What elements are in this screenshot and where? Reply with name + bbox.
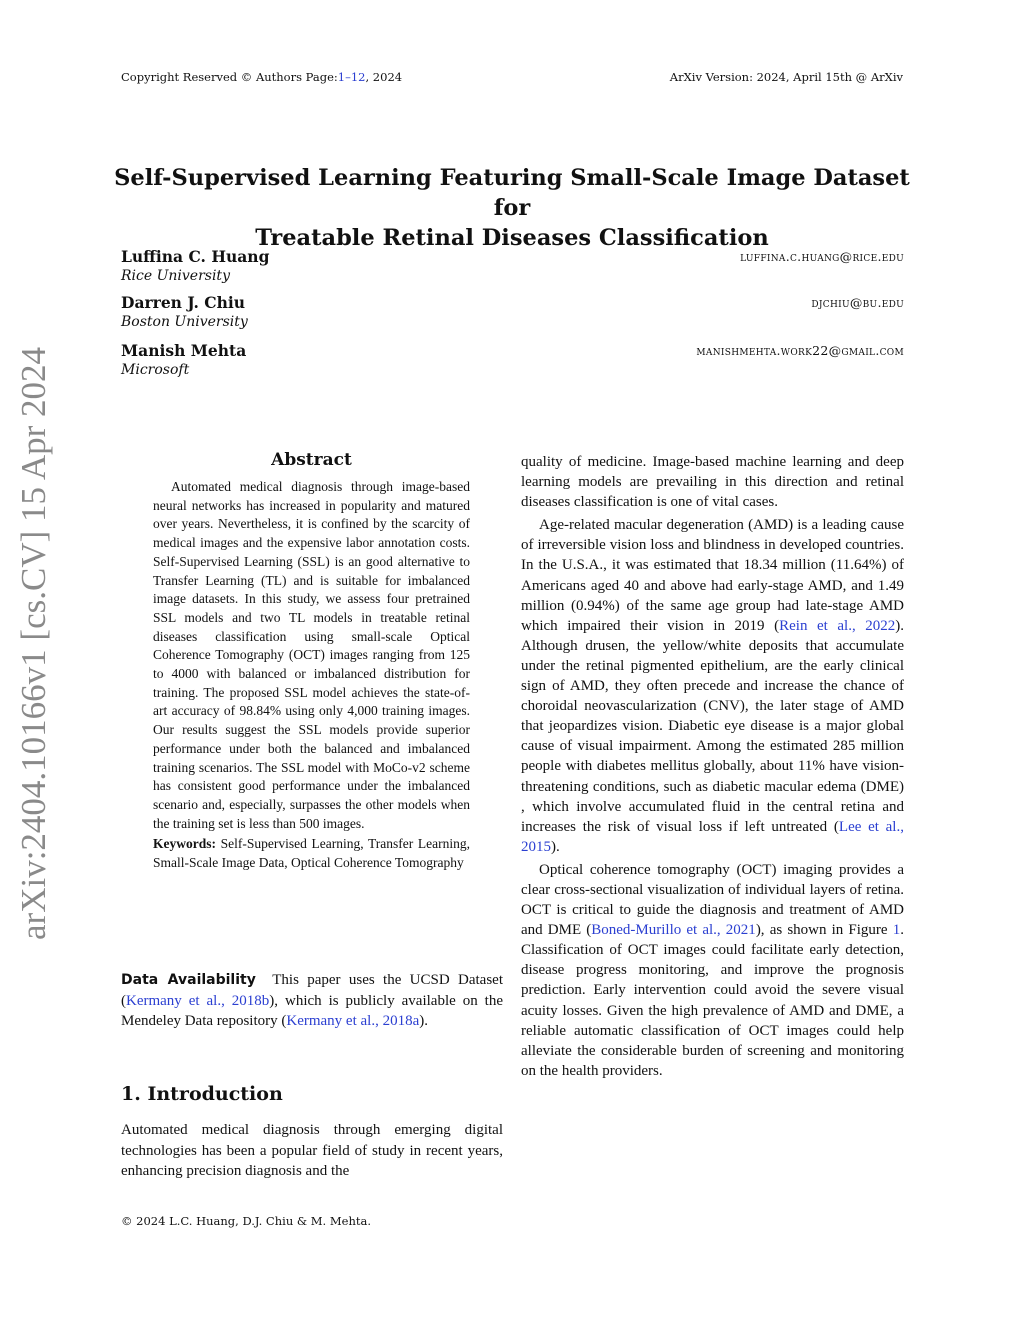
author-name: Manish Mehta [121,341,247,360]
data-availability-text-1: This paper uses the UCSD Dataset ( [121,972,503,1009]
keywords-list: Self-Supervised Learning, Transfer Learning, Small-Scale Image Data, Optical Coherence Tomography [153,836,470,871]
data-availability-label: Data Availability [121,972,256,988]
figure-reference-link[interactable]: 1 [892,922,901,939]
abstract-text: Automated medical diagnosis through image-based neural networks has increased in popularity and matured over years. Nevertheless, it is confined by the scarcity of medical images and the expensive labor annotation costs. Self-Supervised Learning (SSL) is an good alternative to Transfer Learning (TL) and is suitable for imbalanced image datasets. In this study, we assess four pretrained SSL models and two TL models in treatable retinal diseases classification using small-scale Optical Coherence Tomography (OCT) images ranging from 125 to 4000 with balanced or imbalanced distribution for training. The proposed SSL model achieves the state-of-art accuracy of 98.84% using only 4,000 training images. Our results suggest the SSL models provide superior performance under both the balanced and imbalanced training scenarios. The SSL model with MoCo-v2 scheme has consistent good performance under the imbalanced scenario and, especially, surpasses the other models when the training set is less than 500 images. [153,479,470,831]
author-block-3 [121,341,904,378]
paragraph-oct [521,860,904,1081]
author-email: manishmehta.work22@gmail.com [696,343,904,358]
footer-copyright: © 2024 L.C. Huang, D.J. Chiu & M. Mehta. [121,1214,371,1228]
data-availability [121,970,503,1032]
data-availability-text-3: ). [419,1013,428,1029]
author-name: Luffina C. Huang [121,247,270,266]
keywords-label: Keywords: [153,836,216,852]
header-page-range-link[interactable]: 1–12 [337,70,366,84]
data-availability-text-2: ), which is publicly available on the Mendeley Data repository ( [121,992,503,1029]
paper-title-line-2: Treatable Retinal Diseases Classification [255,225,769,251]
citation-link[interactable]: Boned-Murillo et al., 2021 [591,922,756,939]
paragraph-text: ), as shown in Figure [755,922,893,939]
paragraph-text: Age-related macular degeneration (AMD) is a leading cause of irreversible vision loss and blindness in developed countries. In the U.S.A., it was estimated that 18.34 million (11.64%) of Americans aged 40 and above had early-stage AMD, and 1.49 million (0.94%) of the same age group had late-stage AMD which impaired their vision in 2019 ( [521,517,904,634]
introduction-body [121,1120,503,1182]
paper-title-line-1: Self-Supervised Learning Featuring Small-Scale Image Dataset for [114,165,910,221]
arxiv-side-stamp: arXiv:2404.10166v1 [cs.CV] 15 Apr 2024 [14,346,53,940]
abstract-heading: Abstract [271,450,352,470]
abstract-body [153,478,470,873]
citation-link[interactable]: Kermany et al., 2018b [126,992,270,1009]
section-heading-introduction: 1. Introduction [121,1083,283,1105]
right-column-body [521,452,904,1084]
running-header-left [121,70,402,84]
author-block-1 [121,247,904,284]
author-email: luffina.c.huang@rice.edu [740,249,904,264]
paragraph-text: . Classification of OCT images could facilitate early detection, disease progress monitoring, and improve the prognosis prediction. Early intervention could avoid the severe visual acuity losses. Given the high prevalence of AMD and DME, a reliable automatic classification of OCT images could help alleviate the considerable burden of screening and monitoring on the health providers. [521,922,904,1079]
header-copyright: Copyright Reserved © Authors Page: [121,70,338,84]
paragraph-text: ). Although drusen, the yellow/white deposits that accumulate under the retinal pigmented epithelium, are the early clinical sign of AMD, they often precede and increase the chance of choroidal neovascularization (CNV), the later stage of AMD that jeopardizes vision. Diabetic eye disease is a major global cause of visual impairment. Among the estimated 285 million people with diabetes mellitus globally, about 11% have vision-threatening conditions, such as diabetic macular edema (DME) , which involve accumulated fluid in the central retina and increases the risk of visual loss if left untreated ( [521,617,904,835]
introduction-paragraph: Automated medical diagnosis through emerging digital technologies has been a popular field of study in recent years, enhancing precision diagnosis and the [121,1122,503,1179]
paragraph-text: Optical coherence tomography (OCT) imaging provides a clear cross-sectional visualization of individual layers of retina. OCT is critical to guide the diagnosis and treatment of AMD and DME ( [521,861,904,939]
citation-link[interactable]: Lee et al., 2015 [521,818,904,855]
author-name: Darren J. Chiu [121,293,246,312]
author-affiliation: Rice University [121,268,230,284]
author-block-2 [121,293,904,330]
citation-link[interactable]: Rein et al., 2022 [779,617,896,634]
paragraph-amd [521,515,904,857]
author-affiliation: Boston University [121,314,248,330]
paragraph-continued: quality of medicine. Image-based machine learning and deep learning models are prevailing in this direction and retinal diseases classification is one of vital cases. [521,454,904,511]
paragraph-text: ). [551,838,560,855]
author-affiliation: Microsoft [121,362,190,378]
keywords [153,835,470,872]
citation-link[interactable]: Kermany et al., 2018a [286,1013,420,1029]
paper-title [110,163,914,253]
running-header-right: ArXiv Version: 2024, April 15th @ ArXiv [669,70,903,84]
header-year: , 2024 [365,70,403,84]
author-email: djchiu@bu.edu [811,295,904,310]
